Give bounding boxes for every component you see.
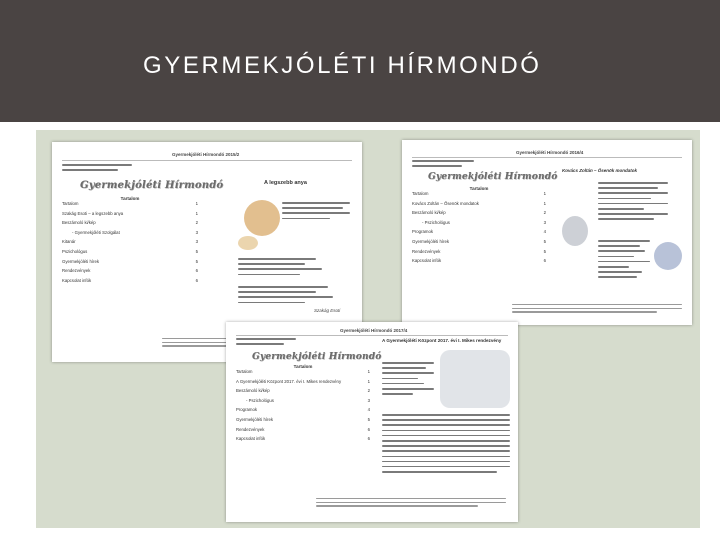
toc-row: Rendezvények 6 (62, 268, 198, 274)
header-rule (62, 160, 352, 161)
toc-row: A Gyermekjóléti Központ 2017. évi I. Mikes rendezvény 1 (236, 378, 370, 384)
quote-lines (62, 164, 132, 174)
toc-row: Gyermekjóléti hírek 5 (236, 416, 370, 422)
table-of-contents (62, 196, 198, 287)
poem-lines-2 (238, 286, 350, 307)
newsletter-page-2017-4 (226, 322, 518, 522)
toc-row: Gyermekjóléti hírek 5 (62, 258, 198, 264)
toc-title: Tartalom (469, 186, 489, 191)
slide-header (0, 0, 720, 122)
illustration-figure-icon (562, 216, 588, 246)
documents-board (36, 130, 700, 528)
quote-lines (412, 160, 474, 170)
article-lines (282, 202, 350, 223)
section-title: A legszebb anya (264, 180, 307, 186)
footer-lines (316, 498, 506, 510)
toc-row: Beszámoló ki/kép 2 (412, 210, 546, 216)
footer-lines (512, 304, 682, 316)
toc-row: Tartalom 1 (62, 201, 198, 206)
toc-row: - Pszichológus 3 (236, 398, 370, 408)
toc-row: Kapcsolat infók 6 (236, 436, 370, 442)
illustration-photo-icon (440, 350, 510, 408)
poem-lines-1 (238, 258, 350, 279)
toc-row: Tartalom 1 (412, 191, 546, 196)
running-head: Gyermekjóléti Hírmondó 2015/2 (172, 152, 240, 157)
toc-row: Gyermekjóléti hírek 5 (412, 238, 546, 244)
newsletter-logo: Gyermekjóléti Hírmondó (252, 352, 382, 362)
illustration-cartoon-icon (654, 242, 682, 270)
table-of-contents (412, 186, 546, 268)
toc-title: Tartalom (120, 196, 140, 201)
toc-row: Programok 4 (412, 229, 546, 235)
toc-row: - Gyermekjóléti Szolgálat 3 (62, 230, 198, 240)
newsletter-page-2016-4 (402, 140, 692, 325)
toc-row: Beszámoló ki/kép 2 (236, 388, 370, 394)
toc-row: Pszichológus 5 (62, 248, 198, 254)
toc-row: Rendezvények 5 (412, 248, 546, 254)
poem-lines (598, 240, 650, 282)
toc-row: Kovács Zoltán – Ősenök mondatok 1 (412, 200, 546, 206)
toc-row: Szakág Esoti – a legszebb anya 1 (62, 210, 198, 216)
toc-row: Tartalom 1 (236, 369, 370, 374)
slide-title: GYERMEKJÓLÉTI HÍRMONDÓ (143, 52, 542, 79)
section-title: A Gyermekjóléti Központ 2017. évi I. Mikes rendezvény (382, 338, 502, 343)
newsletter-logo: Gyermekjóléti Hírmondó (428, 172, 558, 182)
header-rule (236, 335, 508, 336)
running-head: Gyermekjóléti Hírmondó 2017/4 (340, 328, 408, 333)
toc-row: Kitanár 3 (62, 239, 198, 245)
article-lines (382, 362, 434, 398)
running-head: Gyermekjóléti Hírmondó 2016/4 (516, 150, 584, 155)
toc-row: - Pszichológus 3 (412, 220, 546, 230)
header-rule (412, 157, 682, 158)
newsletter-logo: Gyermekjóléti Hírmondó (80, 180, 224, 191)
quote-lines (236, 338, 296, 348)
toc-row: Beszámoló ki/kép 2 (62, 220, 198, 226)
toc-row: Programok 4 (236, 407, 370, 413)
toc-row: Kapcsolat infók 6 (412, 258, 546, 264)
illustration-blob-icon (238, 236, 258, 250)
toc-row: Rendezvények 6 (236, 426, 370, 432)
table-of-contents (236, 364, 370, 446)
toc-row: Kapcsolat infók 6 (62, 277, 198, 283)
illustration-spider-icon (244, 200, 280, 236)
article-body-lines (382, 414, 510, 476)
toc-title: Tartalom (293, 364, 313, 369)
section-title: Kovács Zoltán – Ősenök mondatok (562, 168, 638, 173)
signature: Szakág Esoti (314, 308, 341, 313)
article-lines (598, 182, 668, 224)
